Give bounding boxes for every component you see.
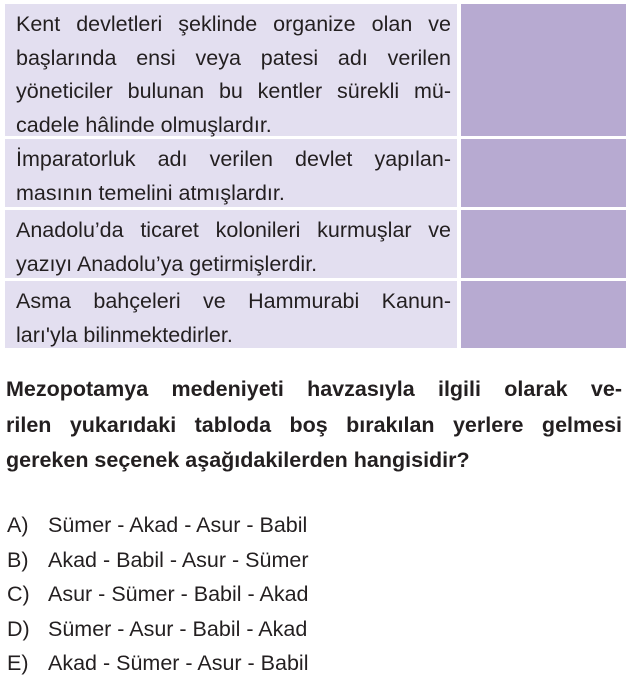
option-text: Akad - Babil - Asur - Sümer — [48, 547, 309, 572]
question-line: Mezopotamya medeniyeti havzasıyla ilgili olarak ve- — [6, 377, 622, 401]
option-a[interactable] — [7, 508, 308, 543]
option-letter: E) — [7, 651, 29, 675]
civilizations-table — [5, 4, 626, 351]
option-letter: C) — [7, 582, 30, 606]
option-letter: D) — [7, 616, 30, 641]
option-d[interactable] — [7, 612, 308, 647]
table-description-cell — [5, 210, 457, 278]
cell-text-line: ları'yla bilinmektedirler. — [16, 322, 233, 347]
option-letter: B) — [7, 547, 29, 572]
table-description-cell — [5, 4, 457, 136]
blank-answer-cell — [461, 210, 626, 278]
table-row — [5, 281, 626, 351]
option-b[interactable] — [7, 543, 308, 578]
option-text: Sümer - Asur - Babil - Akad — [48, 616, 308, 641]
option-letter: A) — [7, 513, 29, 537]
table-row — [5, 139, 626, 210]
table-description-cell — [5, 139, 457, 207]
cell-text-line: masının temelini atmışlardır. — [16, 180, 285, 205]
table-row — [5, 4, 626, 139]
question-stem — [6, 372, 622, 479]
option-e[interactable] — [7, 646, 308, 681]
option-c[interactable] — [7, 577, 308, 612]
option-text: Asur - Sümer - Babil - Akad — [48, 582, 309, 606]
cell-text-line: Kent devletleri şeklinde organize olan ve — [16, 12, 451, 36]
question-line: rilen yukarıdaki tabloda boş bırakılan yerlere gelmesi — [6, 412, 622, 437]
cell-text-line: Asma bahçeleri ve Hammurabi Kanun- — [16, 289, 451, 313]
cell-text-line: başlarında ensi veya patesi adı verilen — [16, 45, 451, 70]
cell-text-line: yazıyı Anadolu’ya getirmişlerdir. — [16, 251, 318, 276]
table-description-cell — [5, 281, 457, 348]
table-row — [5, 210, 626, 281]
blank-answer-cell — [461, 4, 626, 136]
cell-text-line: yöneticiler bulunan bu kentler sürekli mü- — [16, 79, 451, 103]
blank-answer-cell — [461, 281, 626, 348]
blank-answer-cell — [461, 139, 626, 207]
option-text: Akad - Sümer - Asur - Babil — [48, 651, 309, 675]
question-line: gereken seçenek aşağıdakilerden hangisidir? — [6, 448, 470, 472]
cell-text-line: cadele hâlinde olmuşlardır. — [16, 112, 272, 137]
cell-text-line: Anadolu’da ticaret kolonileri kurmuşlar ve — [16, 218, 451, 242]
answer-options — [7, 508, 308, 681]
option-text: Sümer - Akad - Asur - Babil — [48, 513, 308, 537]
cell-text-line: İmparatorluk adı verilen devlet yapılan- — [16, 147, 451, 171]
